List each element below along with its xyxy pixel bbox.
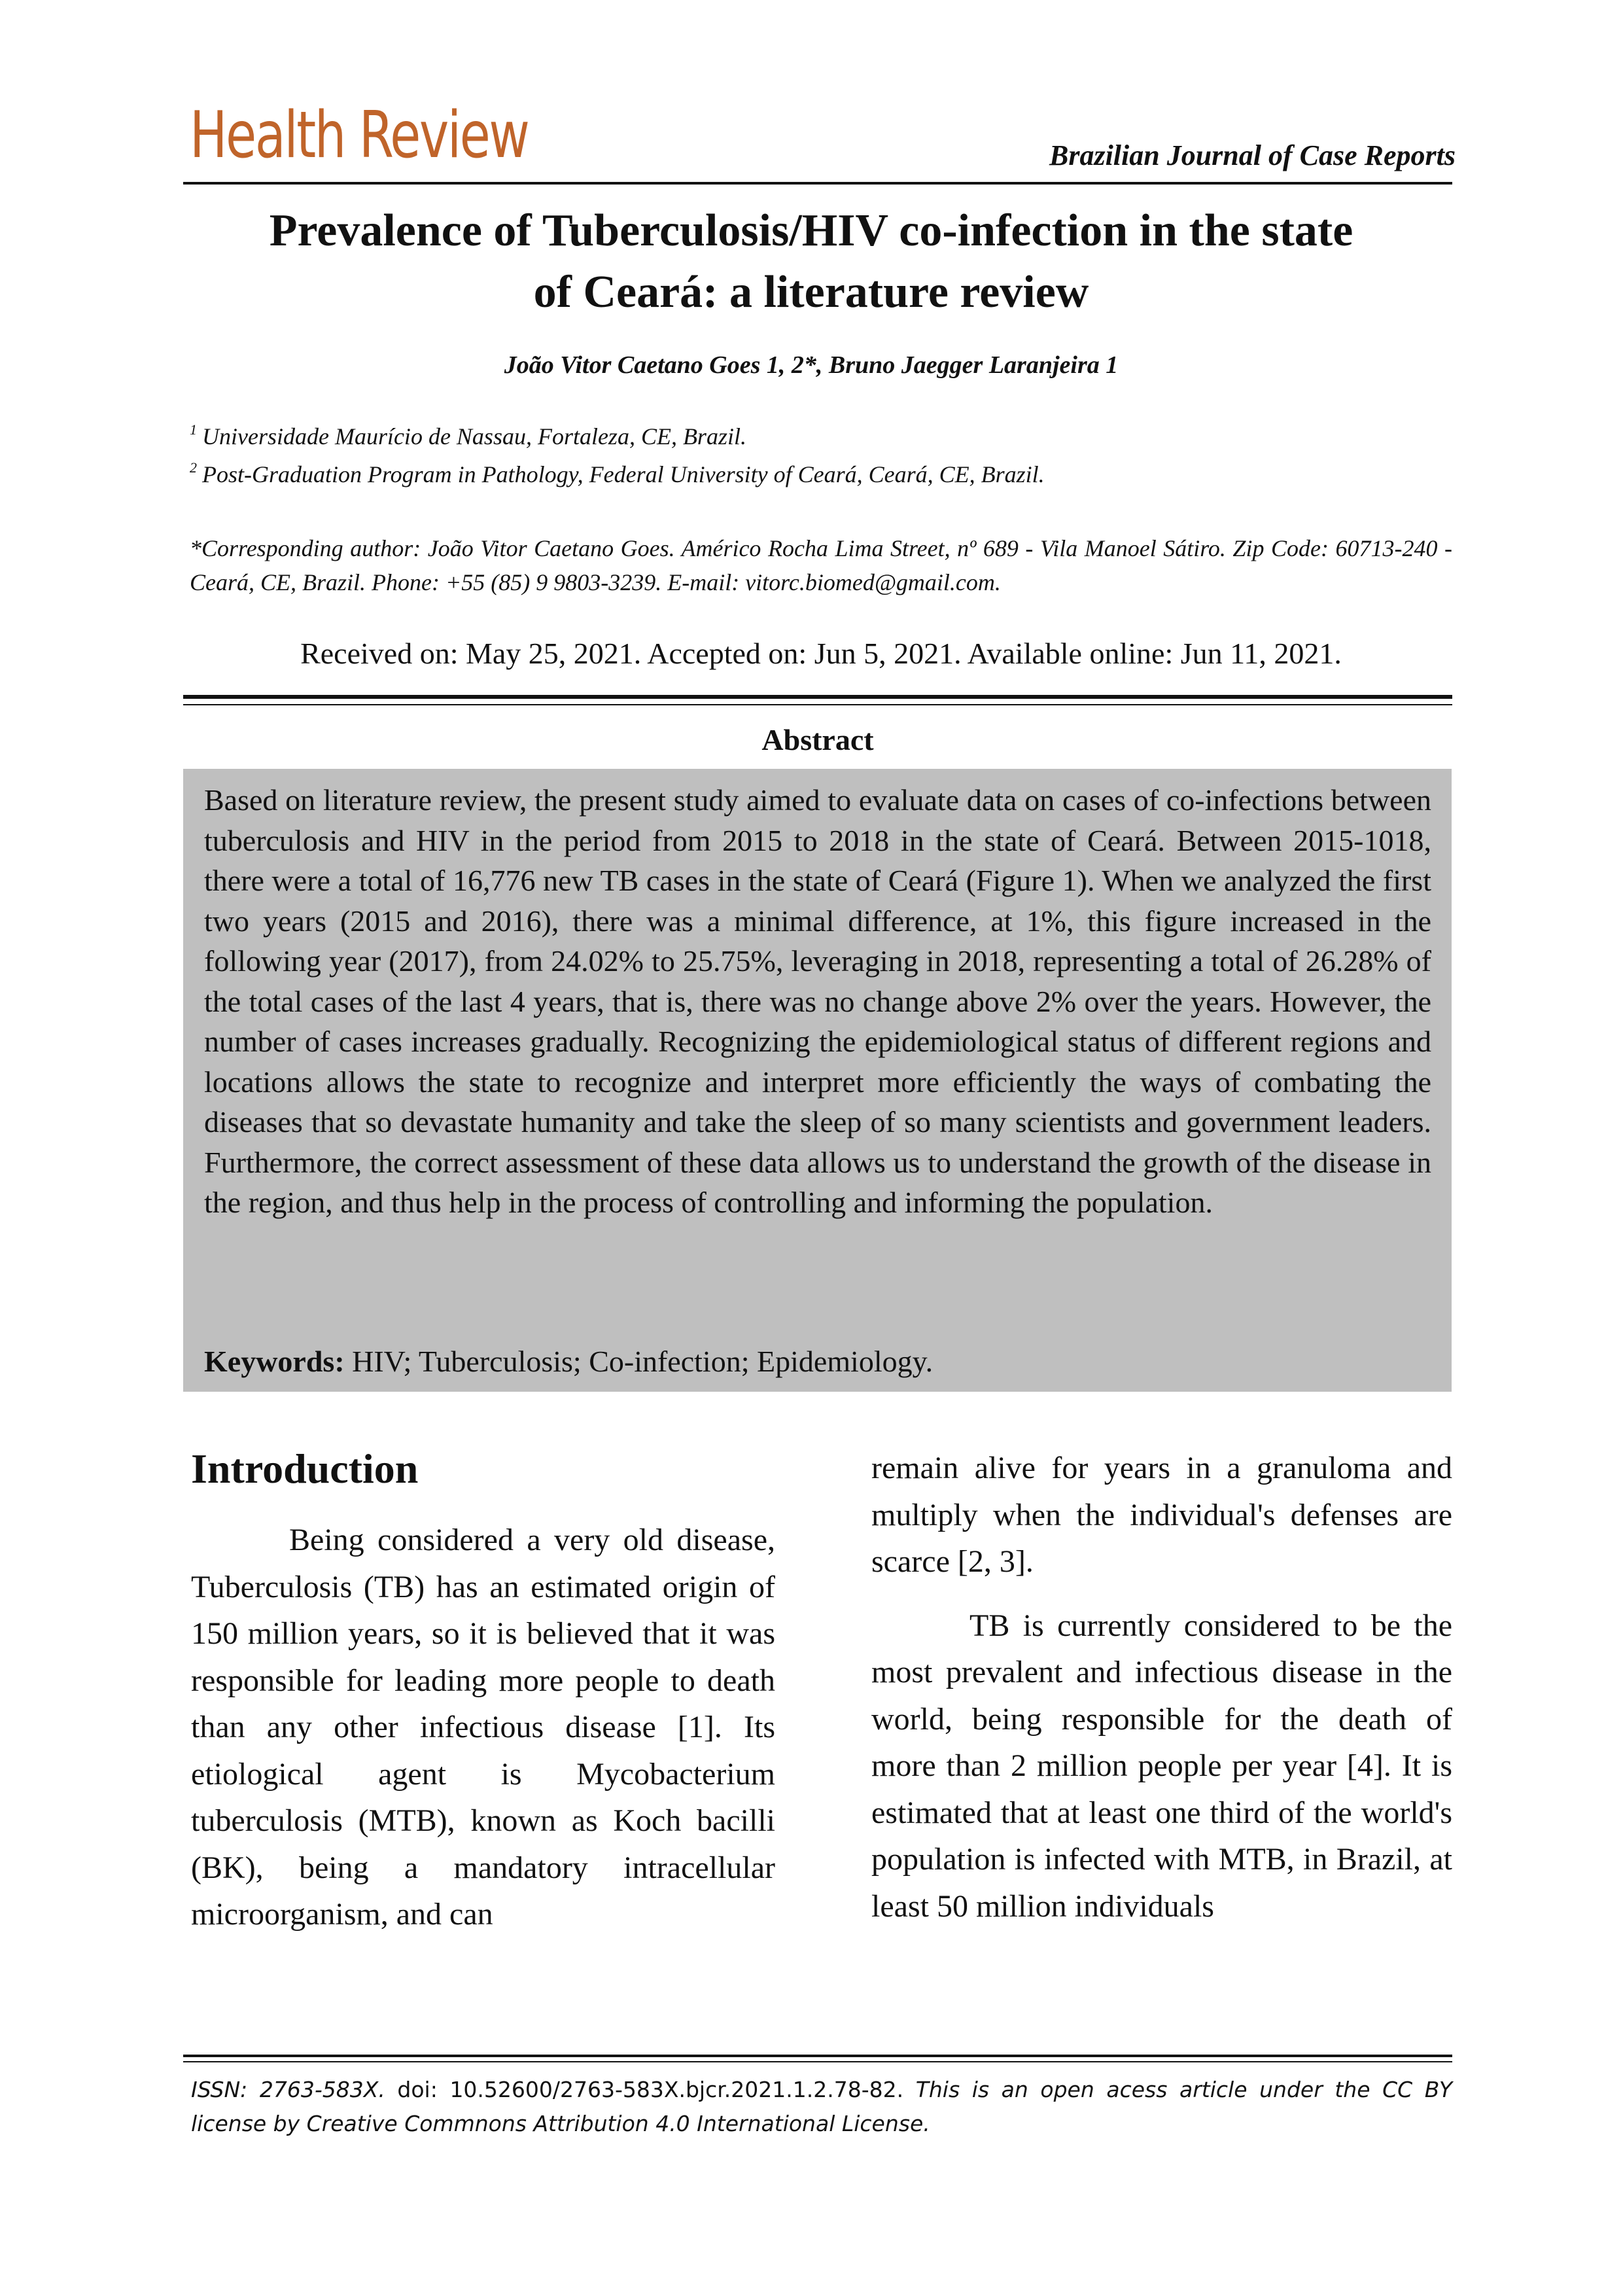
author-list: João Vitor Caetano Goes 1, 2*, Bruno Jaegger Laranjeira 1 bbox=[504, 351, 1119, 379]
article-title bbox=[183, 200, 1439, 323]
dates-rule-top bbox=[183, 695, 1452, 699]
title-line-1: Prevalence of Tuberculosis/HIV co-infection in the state bbox=[269, 205, 1353, 256]
doi: doi: 10.52600/2763-583X.bjcr.2021.1.2.78-82. bbox=[385, 2077, 904, 2102]
column-left bbox=[191, 1517, 775, 1938]
footer-rule-bottom bbox=[183, 2061, 1452, 2062]
abstract-heading: Abstract bbox=[761, 723, 874, 756]
footer-license bbox=[191, 2073, 1452, 2141]
affiliation-text: Post-Graduation Program in Pathology, Federal University of Ceará, Ceará, CE, Brazil. bbox=[202, 461, 1045, 487]
intro-paragraph-2: TB is currently considered to be the most prevalent and infectious disease in the world, being responsible for the death of more than 2 million people per year [4]. It is estimated that at least one third of the world's population is infected with MTB, in Brazil, at least 50 million individuals bbox=[871, 1608, 1452, 1924]
footer-rule-top bbox=[183, 2055, 1452, 2057]
affiliation-number: 1 bbox=[190, 421, 197, 438]
affiliation-number: 2 bbox=[190, 459, 197, 476]
intro-paragraph-1: Being considered a very old disease, Tuberculosis (TB) has an estimated origin of 150 million years, so it is believed that it was responsible for leading more people to death than any other infectious disease [1]. Its etiological agent is Mycobacterium tuberculosis (MTB), known as Koch bacilli (BK), being a mandatory intracellular microorganism, and can bbox=[191, 1523, 775, 1932]
section-heading-introduction: Introduction bbox=[191, 1445, 419, 1492]
title-line-2: of Ceará: a literature review bbox=[533, 267, 1089, 317]
keywords-label: Keywords: bbox=[204, 1345, 345, 1378]
intro-paragraph-1-continued: remain alive for years in a granuloma and multiply when the individual's defenses are scarce [2, 3]. bbox=[871, 1451, 1452, 1579]
column-right bbox=[871, 1445, 1452, 1930]
license-text: This is an open acess article under the CC BY license by Creative Commnons Attribution 4.0 International License. bbox=[191, 2077, 1452, 2136]
journal-name: Brazilian Journal of Case Reports bbox=[1049, 139, 1456, 171]
affiliation-text: Universidade Maurício de Nassau, Fortaleza, CE, Brazil. bbox=[202, 423, 746, 450]
journal-brand-logo: Health Review bbox=[190, 98, 529, 173]
publication-dates: Received on: May 25, 2021. Accepted on: Jun 5, 2021. Available online: Jun 11, 2021. bbox=[300, 637, 1342, 670]
corresponding-author: *Corresponding author: João Vitor Caetano Goes. Américo Rocha Lima Street, nº 689 - Vila Manoel Sátiro. Zip Code: 60713-240 - Ceará, CE, Brazil. Phone: +55 (85) 9 9803-3239. E-mail: vitorc.biomed@gmail.com. bbox=[190, 535, 1452, 595]
header-rule bbox=[183, 182, 1452, 185]
dates-rule-bottom bbox=[183, 704, 1452, 705]
issn: ISSN: 2763-583X. bbox=[191, 2077, 385, 2102]
keywords-line bbox=[204, 1344, 933, 1379]
keywords-value: HIV; Tuberculosis; Co-infection; Epidemiology. bbox=[344, 1345, 934, 1378]
affiliation-1 bbox=[190, 423, 746, 450]
affiliation-2 bbox=[190, 461, 1045, 488]
abstract-text: Based on literature review, the present study aimed to evaluate data on cases of co-infections between tuberculosis and HIV in the period from 2015 to 2018 in the state of Ceará. Between 2015-1018, there were a total of 16,776 new TB cases in the state of Ceará (Figure 1). When we analyzed the first two years (2015 and 2016), there was a minimal difference, at 1%, this figure increased in the following year (2017), from 24.02% to 25.75%, leveraging in 2018, representing a total of 26.28% of the total cases of the last 4 years, that is, there was no change above 2% over the years. However, the number of cases increases gradually. Recognizing the epidemiological status of different regions and locations allows the state to recognize and interpret more efficiently the ways of combating the diseases that so devastate humanity and take the sleep of so many scientists and government leaders. Furthermore, the correct assessment of these data allows us to understand the growth of the disease in the region, and thus help in the process of controlling and informing the population. bbox=[204, 783, 1431, 1219]
